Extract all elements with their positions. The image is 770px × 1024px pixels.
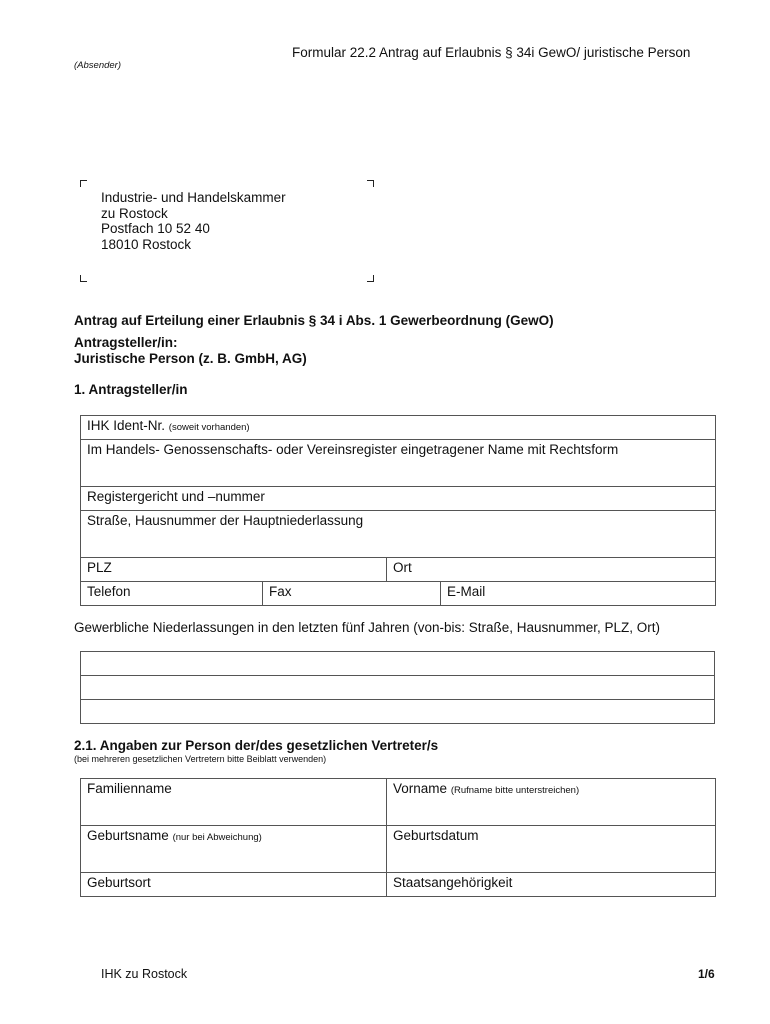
address-corner-mark	[80, 275, 87, 282]
recipient-line: Postfach 10 52 40	[101, 221, 210, 236]
street-label: Straße, Hausnummer der Hauptniederlassung	[87, 513, 364, 528]
geburtsort-field[interactable]	[81, 873, 387, 897]
register-name-label: Im Handels- Genossenschafts- oder Vereinsregister eingetragener Name mit Rechtsform	[87, 442, 619, 457]
branch-row[interactable]	[81, 676, 715, 700]
register-name-field[interactable]	[81, 440, 716, 487]
staatsangehoerigkeit-label: Staatsangehörigkeit	[393, 875, 513, 890]
telefon-field[interactable]	[81, 582, 263, 606]
applicant-heading: Antragsteller/in:	[74, 335, 178, 350]
telefon-label: Telefon	[87, 584, 131, 599]
representative-table	[80, 778, 716, 897]
branches-label: Gewerbliche Niederlassungen in den letzten fünf Jahren (von-bis: Straße, Hausnummer, PLZ, Ort)	[74, 620, 661, 635]
ort-field[interactable]	[387, 558, 716, 582]
branch-row[interactable]	[81, 652, 715, 676]
address-corner-mark	[367, 275, 374, 282]
form-title: Formular 22.2 Antrag auf Erlaubnis § 34i GewO/ juristische Person	[292, 45, 691, 60]
recipient-line: 18010 Rostock	[101, 236, 192, 252]
address-corner-mark	[367, 180, 374, 187]
section1-heading: 1. Antragsteller/in	[74, 382, 188, 397]
vorname-field[interactable]	[387, 779, 716, 826]
geburtsname-note: (nur bei Abweichung)	[172, 832, 262, 843]
geburtsdatum-field[interactable]	[387, 826, 716, 873]
fax-label: Fax	[269, 584, 292, 599]
recipient-line: zu Rostock	[101, 205, 168, 221]
page-number: 1/6	[698, 967, 715, 981]
geburtsname-field[interactable]	[81, 826, 387, 873]
fax-field[interactable]	[263, 582, 441, 606]
ort-label: Ort	[393, 560, 412, 575]
section21-heading: 2.1. Angaben zur Person der/des gesetzlichen Vertreter/s	[74, 738, 439, 753]
sender-label: (Absender)	[74, 60, 121, 71]
branches-table	[80, 651, 715, 724]
geburtsdatum-label: Geburtsdatum	[393, 828, 479, 843]
ihk-ident-note: (soweit vorhanden)	[168, 422, 250, 433]
footer-organization: IHK zu Rostock	[101, 967, 188, 981]
applicant-type-heading: Juristische Person (z. B. GmbH, AG)	[74, 351, 307, 366]
ihk-ident-label: IHK Ident-Nr.	[87, 418, 166, 433]
register-court-field[interactable]	[81, 487, 716, 511]
familienname-field[interactable]	[81, 779, 387, 826]
plz-field[interactable]	[81, 558, 387, 582]
section21-note: (bei mehreren gesetzlichen Vertretern bitte Beiblatt verwenden)	[74, 754, 327, 764]
familienname-label: Familienname	[87, 781, 172, 796]
main-heading: Antrag auf Erteilung einer Erlaubnis § 34 i Abs. 1 Gewerbeordnung (GewO)	[74, 313, 554, 328]
branch-row[interactable]	[81, 700, 715, 724]
address-corner-mark	[80, 180, 87, 187]
email-label: E-Mail	[447, 584, 486, 599]
register-court-label: Registergericht und –nummer	[87, 489, 265, 504]
geburtsort-label: Geburtsort	[87, 875, 151, 890]
recipient-line: Industrie- und Handelskammer	[101, 190, 286, 205]
street-field[interactable]	[81, 511, 716, 558]
ihk-ident-field[interactable]	[81, 416, 716, 440]
vorname-label: Vorname	[393, 781, 448, 796]
plz-label: PLZ	[87, 560, 112, 575]
staatsangehoerigkeit-field[interactable]	[387, 873, 716, 897]
vorname-note: (Rufname bitte unterstreichen)	[450, 785, 580, 796]
applicant-table	[80, 415, 716, 606]
recipient-address	[101, 190, 286, 252]
email-field[interactable]	[441, 582, 716, 606]
geburtsname-label: Geburtsname	[87, 828, 169, 843]
